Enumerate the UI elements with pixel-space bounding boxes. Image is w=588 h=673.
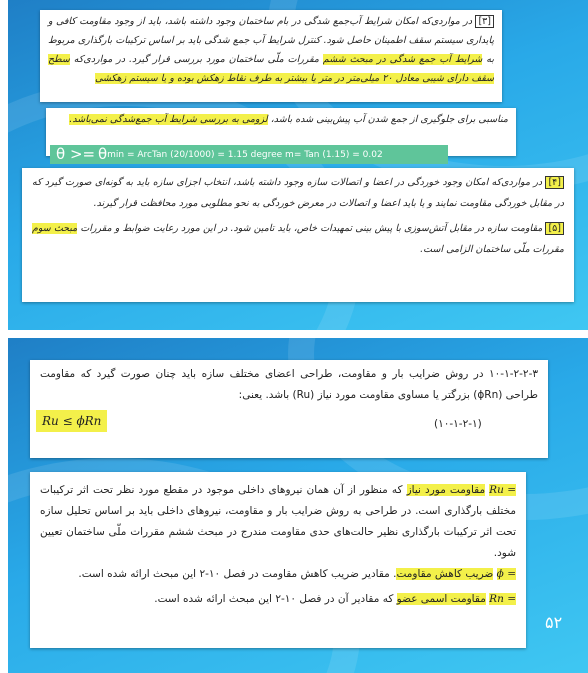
- page-number: ۵۲: [545, 613, 563, 632]
- item5-paragraph: [۵] مقاومت سازه در مقابل آتش‌سوزی با پیش بینی تمهیدات خاص، باید تامین شود. در این مورد رعایت ضوابط و مقررات مبحث سوم مقررات ملّی ساختمان الزامی است.: [32, 223, 564, 255]
- section-text: ۱۰-۱-۲-۲-۳ در روش ضرایب بار و مقاومت، طراحی اعضای مختلف سازه باید چنان صورت گیرد که مقاومت طراحی (ϕRn) بزرگتر یا مساوی مقاومت مورد نیاز (Ru) باشد. یعنی:: [40, 368, 538, 401]
- term-nominal-strength: مقاومت اسمی عضو: [396, 593, 486, 605]
- item3-card: [40, 10, 502, 102]
- highlight: لزومی به بررسی شرایط آب جمع‌شدگی نمی‌باشد.: [69, 114, 268, 125]
- slope-formula: [50, 145, 448, 164]
- highlight: [497, 568, 516, 580]
- theta-symbol: θ: [97, 145, 108, 163]
- symbol-phi: ϕ =: [496, 568, 516, 580]
- slide-top: [8, 0, 588, 330]
- symbol-ru: Ru =: [489, 484, 516, 496]
- design-equation: Ru ≤ ϕRn: [36, 410, 107, 432]
- item3-paragraph: [۳] در مواردی‌که امکان شرایط آب‌جمع شدگی در بام ساختمان وجود داشته باشد، باید از وجود مقاومت کافی و پایداری سیستم سقف اطمینان حاصل شود. کنترل شرایط آب جمع شدگی باید بر اساس ترکیبات بارگذاری مربوط به شرایط آب جمع شدگی در مبحث ششم مقررات ملّی ساختمان مورد بررسی قرار گیرد. در مواردی‌که سطح سقف دارای شیبی معادل ۲۰ میلی‌متر در متر یا بیشتر به طرف نقاط زهکش بوده و یا سیستم زهکشی: [48, 16, 494, 84]
- theta-symbol: θ >=: [56, 145, 96, 163]
- definition-rn: Rn = مقاومت اسمی عضو که مقادیر آن در فصل ۱۰-۲ این مبحث ارائه شده است.: [40, 589, 516, 610]
- section-card: [30, 360, 548, 458]
- definition-phi: ϕ = ضریب کاهش مقاومت. مقادیر ضریب کاهش مقاومت در فصل ۱۰-۲ این مبحث ارائه شده است.: [40, 564, 516, 585]
- item-number: [۳]: [475, 15, 494, 28]
- definitions-card: [30, 472, 526, 648]
- item4-paragraph: [۴] در مواردی‌که امکان وجود خوردگی در اعضا و اتصالات سازه وجود داشته باشد، انتخاب اجزای سازه باید به گونه‌ای صورت گیرد که در مقابل خوردگی مقاومت نمایند و یا باید اعضا و اتصالات در معرض خوردگی به نحو مطلوبی مورد محافظت قرار گیرند.: [32, 177, 564, 209]
- slide-bottom: [8, 338, 588, 673]
- highlight: [489, 593, 516, 605]
- highlight: سطح سقف دارای شیبی معادل ۲۰ میلی‌متر در متر یا بیشتر به طرف نقاط زهکش بوده و یا سیستم زهکشی: [48, 54, 494, 84]
- term-reduction-factor: ضریب کاهش مقاومت: [396, 568, 494, 580]
- symbol-rn: Rn =: [489, 593, 516, 605]
- item3-continuation: مناسبی برای جلوگیری از جمع شدن آب پیش‌بینی شده باشد، لزومی به بررسی شرایط آب جمع‌شدگی نمی‌باشد.: [69, 114, 508, 125]
- item-number: [۴]: [545, 176, 564, 189]
- items-4-5-card: [22, 168, 574, 302]
- formula-text: min = ArcTan (20/1000) = 1.15 degree m= Tan (1.15) = 0.02: [107, 150, 383, 160]
- definition-ru: Ru = مقاومت مورد نیاز که منظور از آن همان نیروهای داخلی موجود در مقطع مورد نظر تحت اثر ترکیبات مختلف بارگذاری است. در طراحی به روش ضرایب بار و مقاومت، نیروهای داخلی باید بر اساس تحلیل سازه تحت اثر ترکیبات بارگذاری نظیر حالت‌های حدی مقاومت مندرج در مبحث ششم مقررات ملّی ساختمان تعیین شود.: [40, 480, 516, 564]
- highlight: شرایط آب جمع شدگی در مبحث ششم: [322, 54, 483, 65]
- highlight: مبحث سوم: [32, 223, 78, 234]
- highlight: [489, 484, 516, 496]
- item-number: [۵]: [545, 222, 564, 235]
- term-required-strength: مقاومت مورد نیاز: [406, 484, 486, 496]
- equation-ref: (۱۰-۱-۲-۱): [434, 418, 482, 430]
